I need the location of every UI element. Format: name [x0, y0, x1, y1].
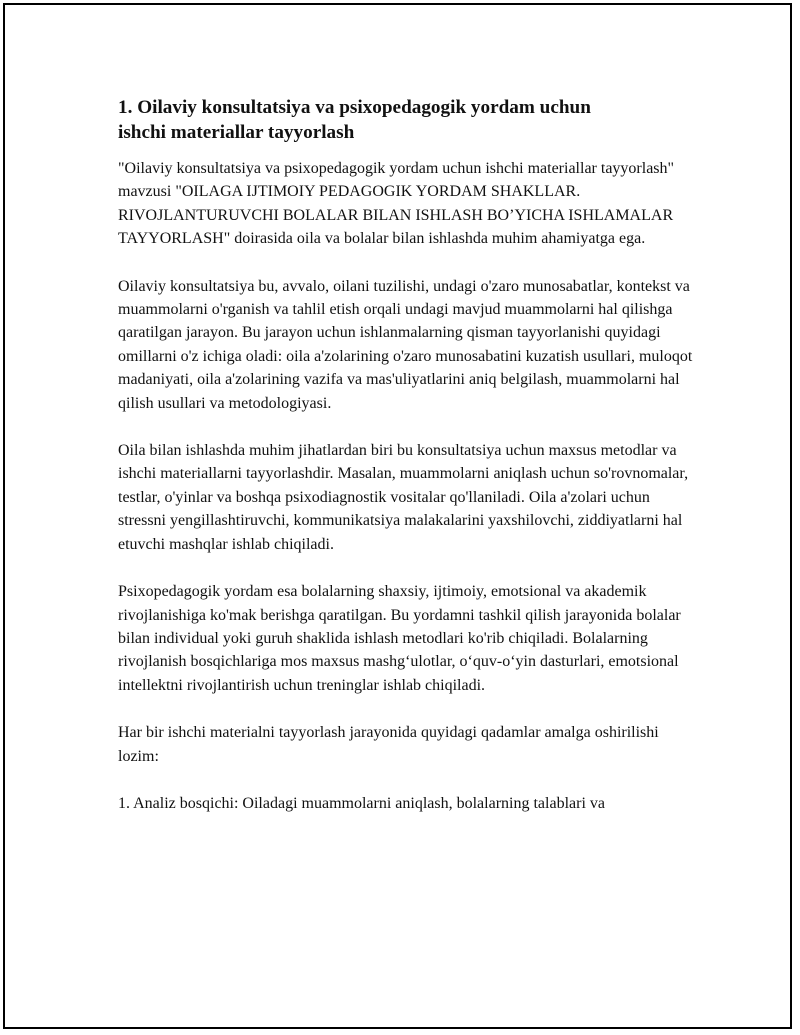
paragraph-intro: "Oilaviy konsultatsiya va psixopedagogik yordam uchun ishchi materiallar tayyorlash" mavzusi "OILAGA IJTIMOIY PEDAGOGIK YORDAM SHAKLLAR. RIVOJLANTURUVCHI BOLALAR BILAN ISHLASH BO’YICHA ISHLAMALAR TAYYORLASH" doirasida oila va bolalar bilan ishlashda muhim ahamiyatga ega.	[118, 160, 675, 248]
paragraph-family-consultation: Oilaviy konsultatsiya bu, avvalo, oilani tuzilishi, undagi o'zaro munosabatlar, kontekst va muammolarni o'rganish va tahlil etish orqali undagi mavjud muammolarni hal qilishga qaratilgan jarayon. Bu jarayon uchun ishlanmalarning qisman tayyorlanishi quyidagi omillarni o'z ichiga oladi: oila a'zolarining o'zaro munosabatini kuzatish usullari, muloqot madaniyati, oila a'zolarining vazifa va mas'uliyatlarini aniq belgilash, muammolarni hal qilish usullari va metodologiyasi.	[118, 277, 693, 412]
document-body	[118, 95, 693, 815]
paragraph-working-materials: Oila bilan ishlashda muhim jihatlardan biri bu konsultatsiya uchun maxsus metodlar va ishchi materiallarni tayyorlashdir. Masalan, muammolarni aniqlash uchun so'rovnomalar, testlar, o'yinlar va boshqa psixodiagnostik vositalar qo'llaniladi. Oila a'zolari uchun stressni yengillashtiruvchi, kommunikatsiya malakalarini yaxshilovchi, ziddiyatlarni hal etuvchi mashqlar ishlab chiqiladi.	[118, 442, 689, 553]
paragraph-steps-intro: Har bir ishchi materialni tayyorlash jarayonida quyidagi qadamlar amalga oshirilishi lozim:	[118, 724, 659, 765]
section-heading-line-1: 1. Oilaviy konsultatsiya va psixopedagogik yordam uchun	[118, 97, 591, 118]
section-heading	[118, 95, 693, 145]
list-item-analysis-stage: 1. Analiz bosqichi: Oiladagi muammolarni aniqlash, bolalarning talablari va	[118, 794, 605, 812]
section-heading-line-2: ishchi materiallar tayyorlash	[118, 122, 355, 143]
paragraph-psychopedagogical-support: Psixopedagogik yordam esa bolalarning shaxsiy, ijtimoiy, emotsional va akademik rivojlanishiga ko'mak berishga qaratilgan. Bu yordamni tashkil qilish jarayonida bolalar bilan individual yoki guruh shaklida ishlash metodlari ko'rib chiqiladi. Bolalarning rivojlanish bosqichlariga mos maxsus mashg‘ulotlar, o‘quv-o‘yin dasturlari, emotsional intellektni rivojlantirish uchun treninglar ishlab chiqiladi.	[118, 583, 681, 694]
